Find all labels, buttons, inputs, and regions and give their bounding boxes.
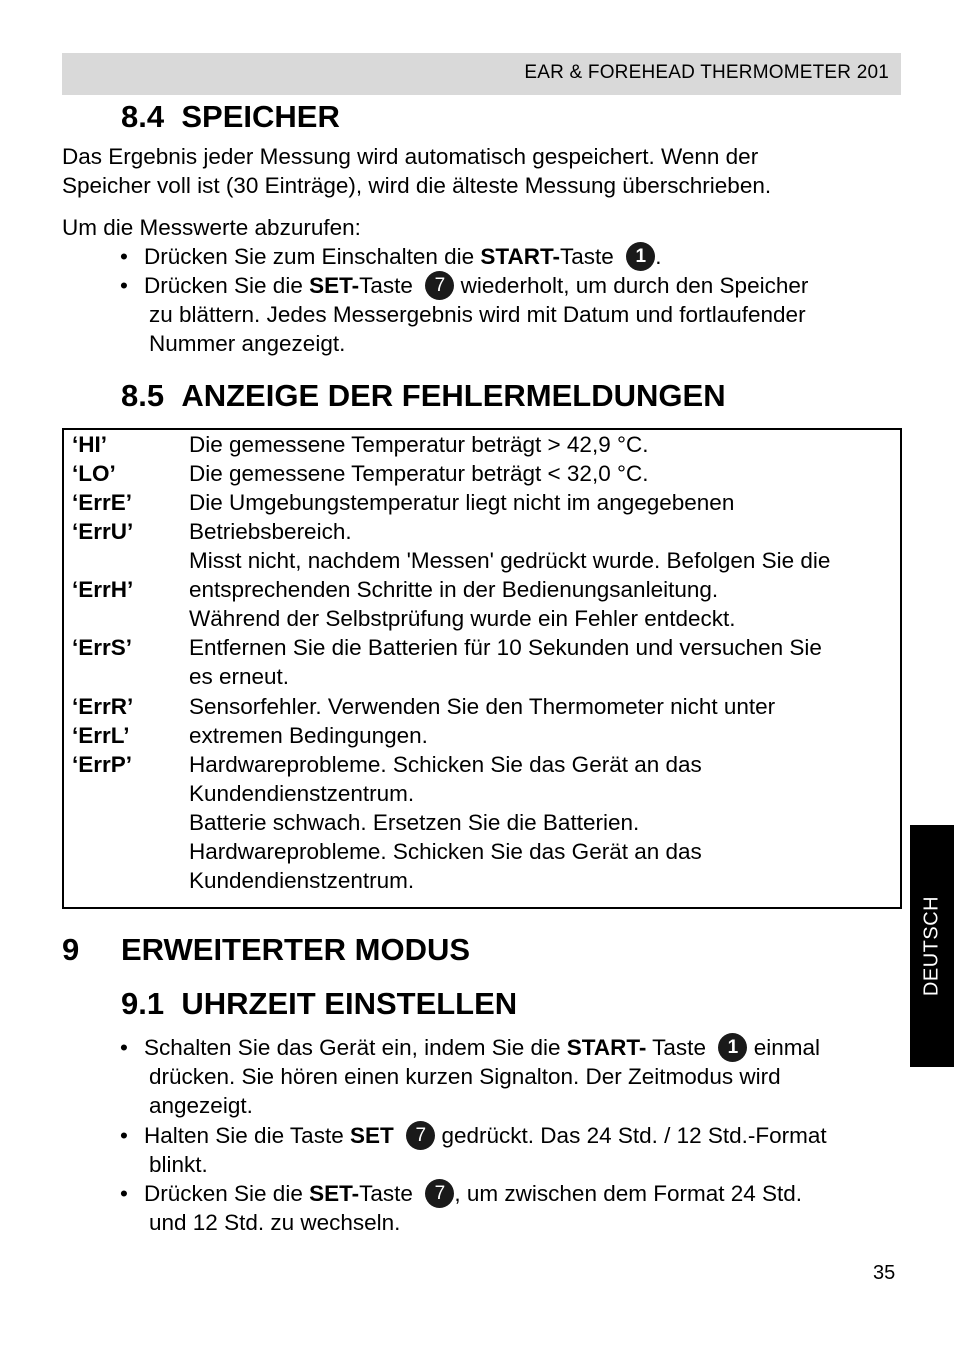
error-description: Die gemessene Temperatur beträgt < 32,0 °C. <box>189 461 649 486</box>
section-number: 8.5 <box>121 378 165 413</box>
paragraph-line: Um die Messwerte abzurufen: <box>62 215 361 240</box>
error-description: extremen Bedingungen. <box>189 723 428 748</box>
error-code: ‘ErrH’ <box>72 577 134 602</box>
error-code: ‘LO’ <box>72 461 116 486</box>
error-message-table <box>62 428 902 909</box>
error-description: Betriebsbereich. <box>189 519 352 544</box>
section-title: UHRZEIT EINSTELLEN <box>181 986 518 1021</box>
error-description: Misst nicht, nachdem 'Messen' gedrückt wurde. Befolgen Sie die <box>189 548 831 573</box>
error-description: Hardwareprobleme. Schicken Sie das Gerät an das <box>189 839 702 864</box>
section-number: 8.4 <box>121 99 165 134</box>
section-title: ANZEIGE DER FEHLERMELDUNGEN <box>181 378 726 413</box>
set-key-icon: 7 <box>406 1121 435 1150</box>
header-bar <box>62 53 901 95</box>
paragraph-line: Das Ergebnis jeder Messung wird automatisch gespeichert. Wenn der <box>62 144 759 169</box>
section-title: SPEICHER <box>181 99 340 134</box>
section-title: ERWEITERTER MODUS <box>121 932 471 967</box>
error-code: ‘ErrS’ <box>72 635 133 660</box>
error-code: ‘ErrL’ <box>72 723 130 748</box>
document-title: EAR & FOREHEAD THERMOMETER 201 <box>524 62 889 83</box>
section-heading-9-1 <box>121 986 517 1022</box>
set-key-icon: 7 <box>425 1179 454 1208</box>
error-description: Kundendienstzentrum. <box>189 781 415 806</box>
error-description: Batterie schwach. Ersetzen Sie die Batterien. <box>189 810 640 835</box>
bullet-dot: • <box>120 1035 128 1060</box>
error-description: Sensorfehler. Verwenden Sie den Thermometer nicht unter <box>189 694 776 719</box>
error-description: Hardwareprobleme. Schicken Sie das Gerät an das <box>189 752 702 777</box>
error-description: entsprechenden Schritte in der Bedienungsanleitung. <box>189 577 719 602</box>
section-number: 9.1 <box>121 986 165 1021</box>
section-heading-8-5 <box>121 378 726 414</box>
language-label: DEUTSCH <box>920 895 943 997</box>
error-description: Die Umgebungstemperatur liegt nicht im angegebenen <box>189 490 735 515</box>
error-description: Die gemessene Temperatur beträgt > 42,9 °C. <box>189 432 649 457</box>
bullet-dot: • <box>120 273 128 298</box>
section-heading-9 <box>62 932 470 968</box>
error-description: es erneut. <box>189 664 290 689</box>
paragraph-line: Speicher voll ist (30 Einträge), wird die älteste Messung überschrieben. <box>62 173 772 198</box>
error-description: Entfernen Sie die Batterien für 10 Sekunden und versuchen Sie <box>189 635 822 660</box>
language-tab <box>910 825 954 1067</box>
section-heading-8-4 <box>121 99 340 135</box>
error-code: ‘ErrP’ <box>72 752 133 777</box>
start-key-icon: 1 <box>718 1033 747 1062</box>
error-description: Während der Selbstprüfung wurde ein Fehler entdeckt. <box>189 606 736 631</box>
bullet-dot: • <box>120 1181 128 1206</box>
set-key-icon: 7 <box>425 271 454 300</box>
error-code: ‘ErrU’ <box>72 519 134 544</box>
bullet-dot: • <box>120 1123 128 1148</box>
error-code: ‘HI’ <box>72 432 108 457</box>
error-code: ‘ErrE’ <box>72 490 133 515</box>
section-number: 9 <box>62 932 80 967</box>
error-code: ‘ErrR’ <box>72 694 134 719</box>
error-description: Kundendienstzentrum. <box>189 868 415 893</box>
start-key-icon: 1 <box>626 242 655 271</box>
page-number: 35 <box>873 1262 896 1284</box>
bullet-dot: • <box>120 244 128 269</box>
